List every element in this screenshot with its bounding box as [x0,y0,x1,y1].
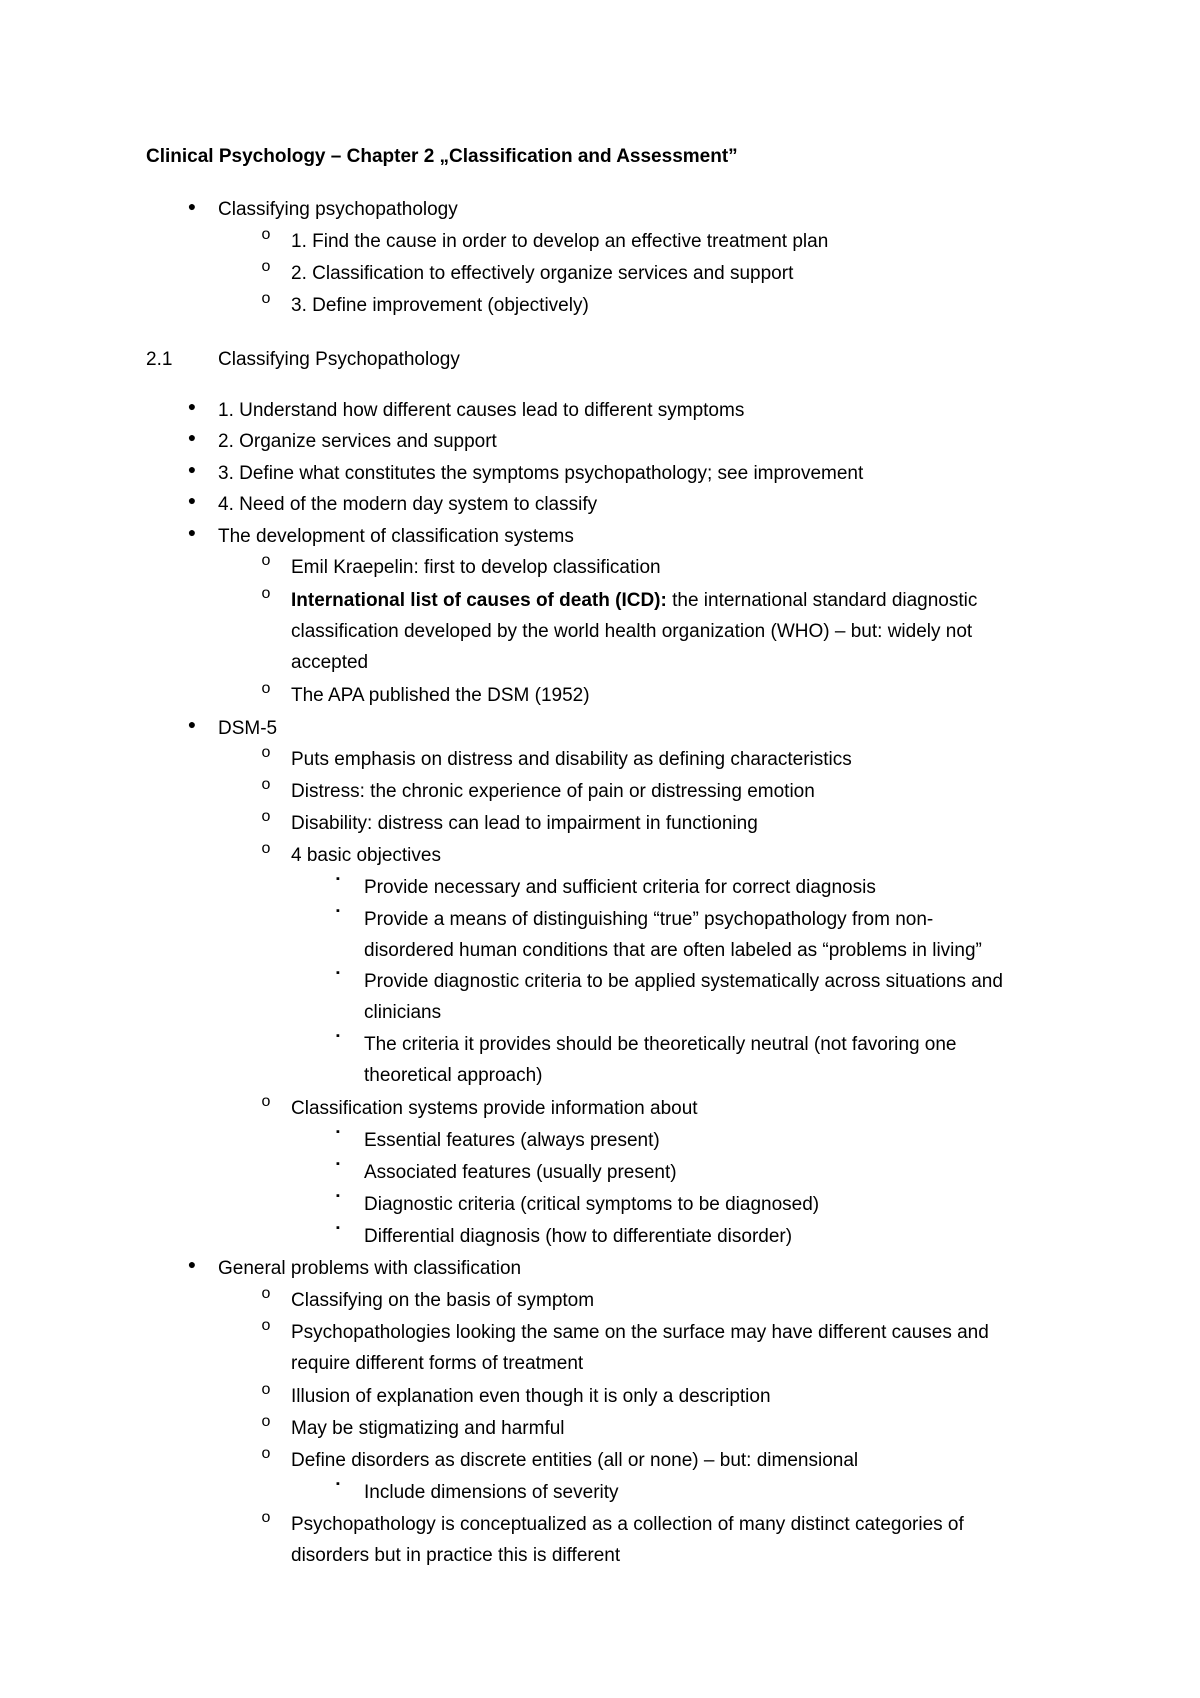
square-marker: ▪ [336,1158,340,1170]
bullet-marker: ● [187,492,197,508]
circle-marker: o [261,1445,271,1462]
square-marker: ▪ [336,1478,340,1490]
list-item: Provide a means of distinguishing “true” psychopathology from non- [364,909,934,930]
bullet-marker: ● [187,524,197,540]
list-item: Classifying psychopathology [218,199,458,220]
list-item-continuation: accepted [291,652,369,673]
list-item: 4. Need of the modern day system to classify [218,494,598,515]
list-item: Classifying on the basis of symptom [291,1290,595,1311]
circle-marker: o [261,1285,271,1302]
square-marker: ▪ [336,1030,340,1042]
square-marker: ▪ [336,905,340,917]
list-item: 2. Organize services and support [218,431,497,452]
list-item-continuation: theoretical approach) [364,1065,543,1086]
circle-marker: o [261,680,271,697]
bullet-marker: ● [187,429,197,445]
list-item: Classification systems provide information about [291,1098,698,1119]
bullet-marker: ● [187,716,197,732]
circle-marker: o [261,1413,271,1430]
square-marker: ▪ [336,1126,340,1138]
list-item: Emil Kraepelin: first to develop classification [291,557,661,578]
list-item-continuation: clinicians [364,1002,442,1023]
list-item: Associated features (usually present) [364,1162,677,1183]
list-item: Provide necessary and sufficient criteria for correct diagnosis [364,877,876,898]
bullet-marker: ● [187,398,197,414]
list-item: General problems with classification [218,1258,522,1279]
list-item: May be stigmatizing and harmful [291,1418,565,1439]
circle-marker: o [261,226,271,243]
list-item: 1. Find the cause in order to develop an effective treatment plan [291,231,829,252]
list-item-continuation: disorders but in practice this is different [291,1545,621,1566]
circle-marker: o [261,258,271,275]
square-marker: ▪ [336,1190,340,1202]
list-item: Puts emphasis on distress and disability as defining characteristics [291,749,852,770]
section-number: 2.1 [146,349,173,370]
list-item: 3. Define improvement (objectively) [291,295,589,316]
list-item: Illusion of explanation even though it is only a description [291,1386,771,1407]
list-item-continuation: classification developed by the world health organization (WHO) – but: widely not [291,621,973,642]
list-item: DSM-5 [218,718,278,739]
section-title: Classifying Psychopathology [218,349,460,370]
icd-definition: the international standard diagnostic [666,590,978,611]
list-item: Psychopathologies looking the same on the surface may have different causes and [291,1322,989,1343]
bullet-marker: ● [187,1256,197,1272]
list-item: The criteria it provides should be theoretically neutral (not favoring one [364,1034,957,1055]
circle-marker: o [261,744,271,761]
circle-marker: o [261,1093,271,1110]
list-item: Differential diagnosis (how to differentiate disorder) [364,1226,793,1247]
list-item: Distress: the chronic experience of pain or distressing emotion [291,781,815,802]
square-marker: ▪ [336,967,340,979]
circle-marker: o [261,776,271,793]
list-item: The APA published the DSM (1952) [291,685,590,706]
circle-marker: o [261,290,271,307]
list-item: Diagnostic criteria (critical symptoms to be diagnosed) [364,1194,820,1215]
list-item: 4 basic objectives [291,845,441,866]
bullet-marker: ● [187,461,197,477]
circle-marker: o [261,552,271,569]
circle-marker: o [261,585,271,602]
list-item: Define disorders as discrete entities (all or none) – but: dimensional [291,1450,859,1471]
list-item: Essential features (always present) [364,1130,660,1151]
circle-marker: o [261,1317,271,1334]
list-item-continuation: require different forms of treatment [291,1353,584,1374]
square-marker: ▪ [336,1222,340,1234]
bullet-marker: ● [187,198,197,214]
list-item: Provide diagnostic criteria to be applied systematically across situations and [364,971,1003,992]
list-item-icd [291,585,977,616]
list-item: 3. Define what constitutes the symptoms psychopathology; see improvement [218,463,864,484]
document-title: Clinical Psychology – Chapter 2 „Classification and Assessment” [146,146,738,167]
list-item: 1. Understand how different causes lead to different symptoms [218,400,745,421]
list-item: Disability: distress can lead to impairment in functioning [291,813,758,834]
square-marker: ▪ [336,873,340,885]
icd-term: International list of causes of death (ICD): [291,590,667,611]
list-item: Include dimensions of severity [364,1482,619,1503]
list-item: The development of classification systems [218,526,574,547]
list-item: Psychopathology is conceptualized as a collection of many distinct categories of [291,1514,964,1535]
circle-marker: o [261,1381,271,1398]
list-item: 2. Classification to effectively organize services and support [291,263,794,284]
circle-marker: o [261,840,271,857]
circle-marker: o [261,808,271,825]
list-item-continuation: disordered human conditions that are often labeled as “problems in living” [364,940,982,961]
circle-marker: o [261,1509,271,1526]
